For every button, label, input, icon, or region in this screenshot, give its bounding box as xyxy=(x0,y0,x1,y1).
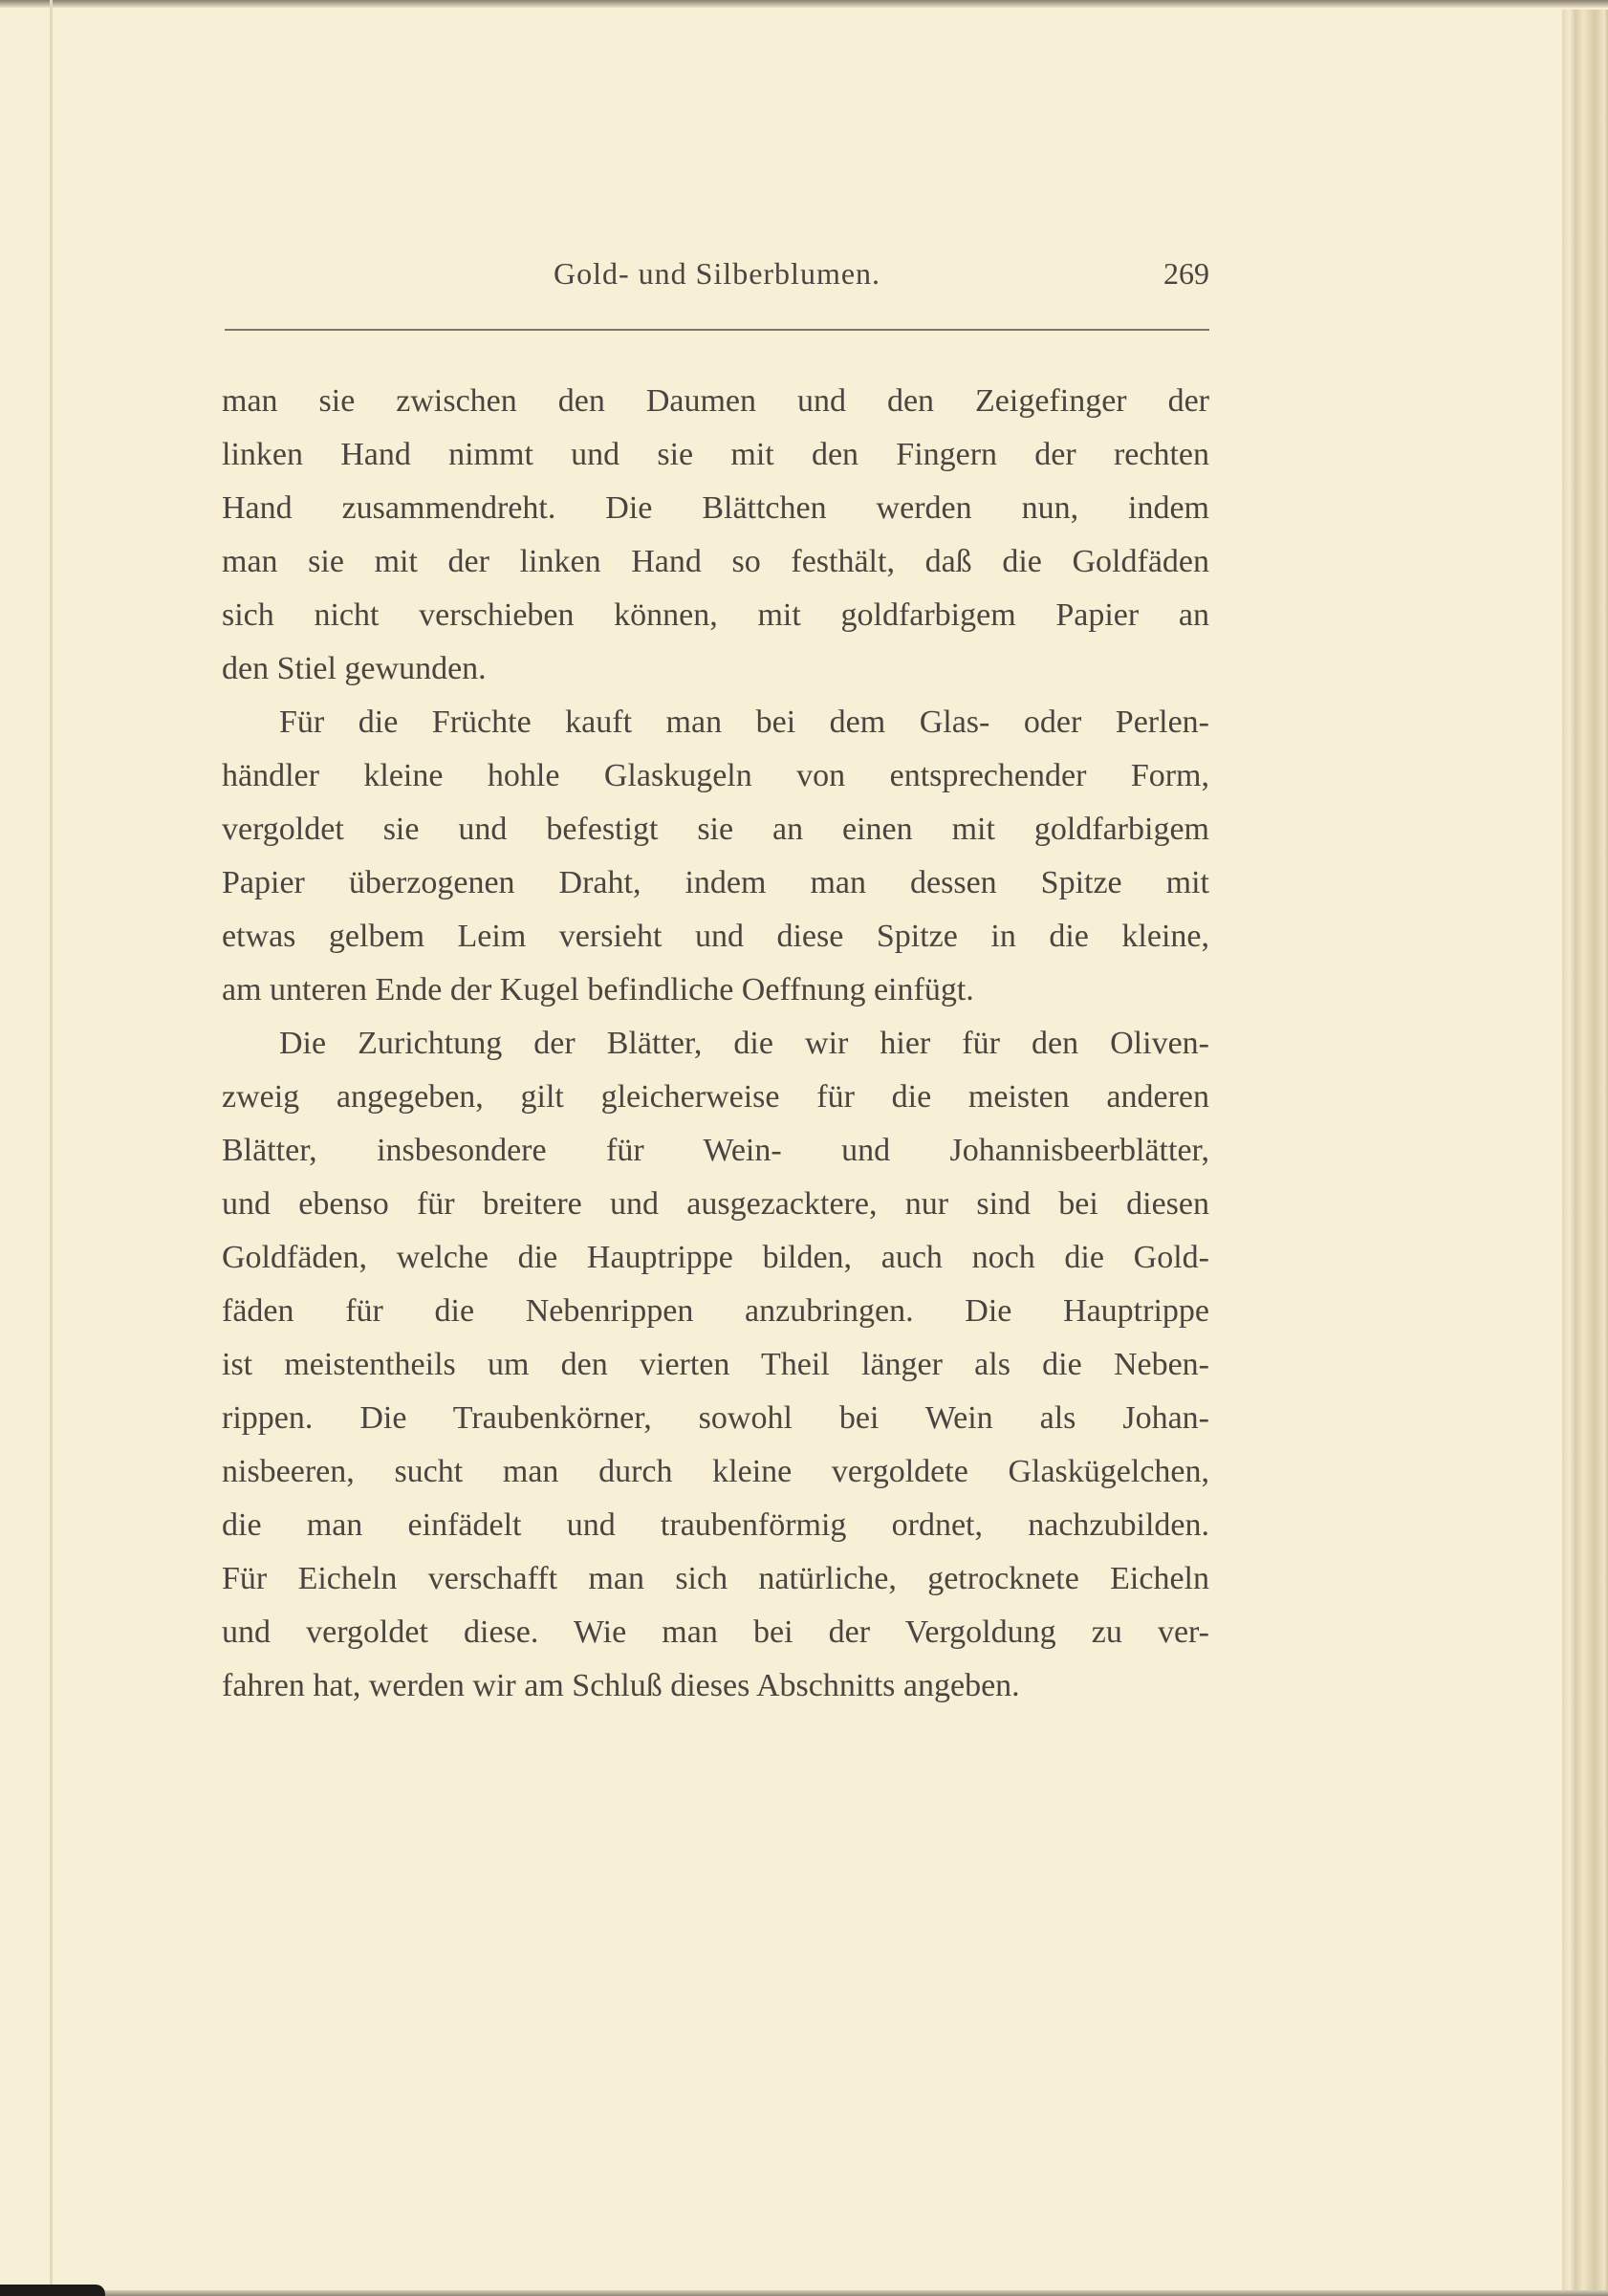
text-line-content: nisbeeren, sucht man durch kleine vergoldete Glaskügelchen, xyxy=(222,1454,1209,1489)
running-header xyxy=(225,256,1209,304)
text-line-content: ist meistentheils um den vierten Theil länger als die Neben- xyxy=(222,1347,1209,1382)
text-line-content: zweig angegeben, gilt gleicherweise für die meisten anderen xyxy=(222,1079,1209,1115)
text-line-content: rippen. Die Traubenkörner, sowohl bei Wein als Johan- xyxy=(222,1400,1209,1436)
text-line xyxy=(222,1606,1209,1659)
text-line-content: Papier überzogenen Draht, indem man dessen Spitze mit xyxy=(222,865,1209,900)
text-line xyxy=(222,1338,1209,1392)
text-line-content: die man einfädelt und traubenförmig ordnet, nachzubilden. xyxy=(222,1507,1209,1543)
text-line-content: fahren hat, werden wir am Schluß dieses Abschnitts angeben. xyxy=(222,1668,1020,1703)
running-title: Gold- und Silberblumen. xyxy=(553,256,881,291)
text-line xyxy=(222,589,1209,642)
text-line-content: Die Zurichtung der Blätter, die wir hier für den Oliven- xyxy=(279,1026,1209,1061)
text-line-content: Hand zusammendreht. Die Blättchen werden nun, indem xyxy=(222,490,1209,526)
text-line xyxy=(222,803,1209,856)
text-line-content: den Stiel gewunden. xyxy=(222,651,487,686)
text-line xyxy=(222,1285,1209,1338)
text-line xyxy=(222,696,1209,749)
text-line-content: Für die Früchte kauft man bei dem Glas- oder Perlen- xyxy=(279,704,1209,740)
text-line xyxy=(222,375,1209,428)
text-line xyxy=(222,1231,1209,1285)
page-fold-line xyxy=(50,0,53,2285)
scan-top-edge xyxy=(0,0,1608,8)
scan-bottom-edge xyxy=(0,2290,1608,2296)
text-line xyxy=(222,482,1209,535)
text-line-content: Blätter, insbesondere für Wein- und Johannisbeerblätter, xyxy=(222,1133,1209,1168)
text-line-content: linken Hand nimmt und sie mit den Fingern der rechten xyxy=(222,437,1209,472)
text-line xyxy=(222,1445,1209,1499)
text-line-content: man sie zwischen den Daumen und den Zeigefinger der xyxy=(222,383,1209,419)
text-line-content: etwas gelbem Leim versieht und diese Spitze in die kleine, xyxy=(222,919,1209,954)
text-line-content: fäden für die Nebenrippen anzubringen. Die Hauptrippe xyxy=(222,1293,1209,1329)
text-line xyxy=(222,1499,1209,1552)
text-line-content: händler kleine hohle Glaskugeln von entsprechender Form, xyxy=(222,758,1209,793)
text-line xyxy=(222,1017,1209,1071)
page-number: 269 xyxy=(1163,256,1209,291)
text-line xyxy=(222,535,1209,589)
text-line xyxy=(222,1178,1209,1231)
text-line xyxy=(222,1659,1209,1713)
text-line-content: Goldfäden, welche die Hauptrippe bilden, auch noch die Gold- xyxy=(222,1240,1209,1275)
text-line xyxy=(222,964,1209,1017)
text-line-content: und ebenso für breitere und ausgezacktere, nur sind bei diesen xyxy=(222,1186,1209,1222)
text-line xyxy=(222,749,1209,803)
text-line-content: vergoldet sie und befestigt sie an einen mit goldfarbigem xyxy=(222,812,1209,847)
text-line-content: sich nicht verschieben können, mit goldfarbigem Papier an xyxy=(222,597,1209,633)
text-line-content: man sie mit der linken Hand so festhält, daß die Goldfäden xyxy=(222,544,1209,579)
text-line xyxy=(222,642,1209,696)
text-line xyxy=(222,856,1209,910)
body-text xyxy=(222,375,1209,1713)
text-line xyxy=(222,428,1209,482)
page-stack-edge xyxy=(1562,10,1608,2296)
text-line-content: am unteren Ende der Kugel befindliche Oeffnung einfügt. xyxy=(222,972,974,1007)
text-line xyxy=(222,910,1209,964)
text-line xyxy=(222,1124,1209,1178)
text-line xyxy=(222,1071,1209,1124)
text-line xyxy=(222,1392,1209,1445)
scan-corner-shadow xyxy=(0,2285,105,2296)
text-line xyxy=(222,1552,1209,1606)
text-line-content: und vergoldet diese. Wie man bei der Vergoldung zu ver- xyxy=(222,1614,1209,1650)
text-line-content: Für Eicheln verschafft man sich natürliche, getrocknete Eicheln xyxy=(222,1561,1209,1596)
header-rule xyxy=(225,329,1209,331)
